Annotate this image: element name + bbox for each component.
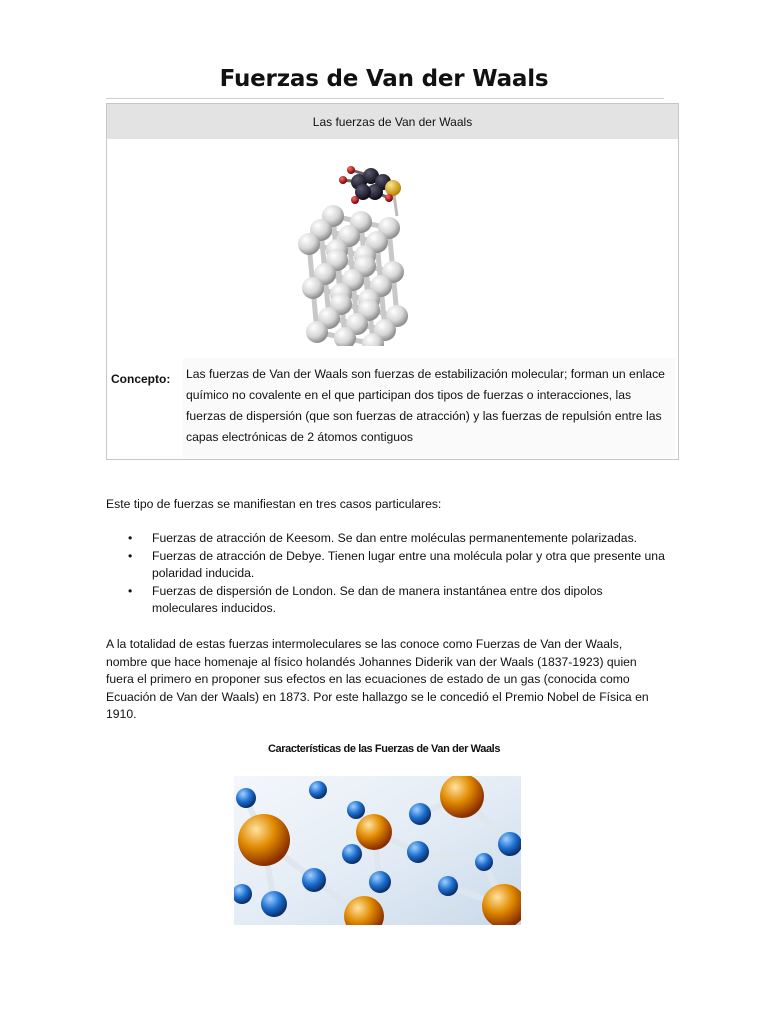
bullet-icon: • [128,531,133,545]
concept-text: Las fuerzas de Van der Waals son fuerzas de estabilización molecular; forman un enlace químico no covalente en el que participan dos tipos de fuerzas o interacciones, las fuerzas de dispersión (que son fuerzas de atracción) y las fuerzas de repulsión entre las capas electrónicas de 2 átomos contiguos [183,358,675,458]
page-title: Fuerzas de Van der Waals [219,66,549,92]
bullet-icon: • [128,584,133,598]
concept-label: Concepto: [111,372,171,386]
intro-text: Este tipo de fuerzas se manifiestan en tres casos particulares: [106,497,442,511]
molecules-photo [234,776,521,925]
infobox-header: Las fuerzas de Van der Waals [107,104,678,139]
image-caption: Características de las Fuerzas de Van der Waals [267,743,501,755]
molecule-lattice-icon [271,152,517,346]
forces-list [106,530,666,618]
bullet-icon: • [128,549,133,563]
infobox [106,103,679,460]
molecule-lattice-figure [271,152,517,346]
history-paragraph: A la totalidad de estas fuerzas intermoleculares se las conoce como Fuerzas de Van der Waals, nombre que hace homenaje al físico holandés Johannes Diderik van der Waals (1837-1923) quien fuera el primero en proponer sus efectos en las ecuaciones de estado de un gas (conocida como Ecuación de Van der Waals) en 1873. Por este hallazgo se le concedió el Premio Nobel de Física en 1910. [106,637,649,721]
list-item [106,583,666,617]
list-item-text: Fuerzas de atracción de Keesom. Se dan entre moléculas permanentemente polarizadas. [152,531,638,545]
list-item-text: Fuerzas de atracción de Debye. Tienen lugar entre una molécula polar y otra que presente una polaridad inducida. [152,549,665,580]
list-item-text: Fuerzas de dispersión de London. Se dan de manera instantánea entre dos dipolos moleculares inducidos. [152,584,603,615]
molecules-illustration-icon [234,776,521,925]
title-divider [106,98,664,99]
list-item [106,548,666,582]
list-item [106,530,666,547]
